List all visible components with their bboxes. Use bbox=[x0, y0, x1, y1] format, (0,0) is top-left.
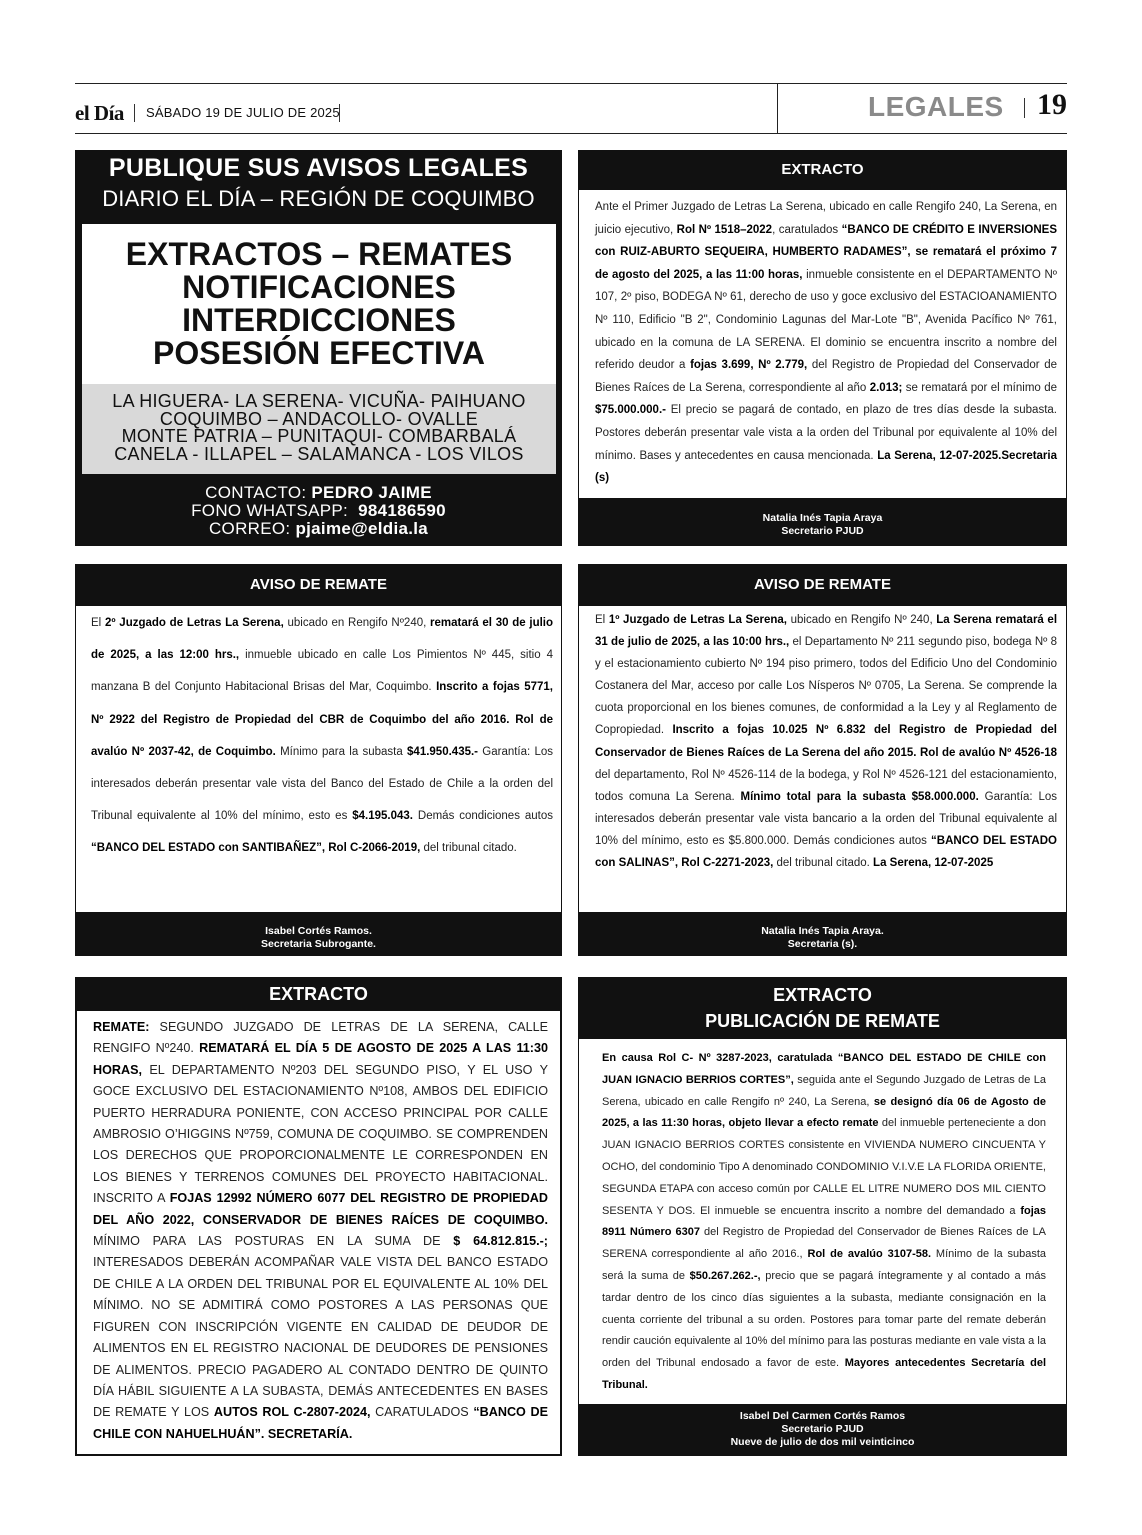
notice-text-bold: rematará el 30 de julio de 2025, a las 12:00 hrs., bbox=[91, 617, 554, 662]
service-item: POSESIÓN EFECTIVA bbox=[153, 335, 485, 371]
notice-text: del tribunal citado. bbox=[773, 857, 874, 870]
notice-text: seguida ante el Segundo Juzgado de Letras de La Serena, ubicado en calle Rengifo nº 240, La Serena, bbox=[602, 1073, 1047, 1108]
notice-body bbox=[91, 607, 553, 865]
notice-text: , caratulados bbox=[772, 223, 842, 236]
header-separator bbox=[134, 104, 135, 122]
header-divider bbox=[777, 83, 778, 133]
notice-text-bold: Mayores antecedentes Secretaría del Tribunal. bbox=[602, 1357, 1046, 1391]
notice-text: INTERESADOS DEBERÁN ACOMPAÑAR VALE VISTA DEL BANCO ESTADO DE CHILE A LA ORDEN DEL TRIBUNAL POR EL EQUIVALENTE AL 10% DEL MÍNIMO. NO SE ADMITIRÁ COMO POSTORES A LAS PERSONAS QUE FIGUREN CON INSCRIPCIÓN VIGENTE EN CALIDAD DE DEUDOR DE ALIMENTOS EN EL REGISTRO NACIONAL DE DEUDORES DE PENSIONES DE ALIMENTOS. PRECIO PAGADERO AL CONTADO DENTRO DE QUINTO DÍA HÁBIL SIGUIENTE A LA SUBASTA, DEMÁS ANTECEDENTES EN BASES DE REMATE Y LOS bbox=[93, 1255, 548, 1420]
city-line: MONTE PATRIA – PUNITAQUI- COMBARBALÁ bbox=[121, 426, 517, 446]
notice-title: EXTRACTO bbox=[75, 977, 562, 1011]
notice-text: Garantía: Los interesados deberán presentar vale vista bancario a la orden del Tribunal equivalente al 10% del mínimo, esto es $5.800.000. Demás condiciones autos bbox=[595, 790, 1057, 847]
promo-cities bbox=[82, 384, 556, 474]
section-title: LEGALES bbox=[868, 91, 1004, 122]
notice-title: EXTRACTO bbox=[578, 150, 1067, 190]
notice-title-line: EXTRACTO bbox=[773, 985, 872, 1005]
notice-text: se rematará por el mínimo de bbox=[902, 381, 1057, 394]
notice-text: Garantía: Los interesados deberán presentar vale vista del Banco del Estado de Chile a la orden del Tribunal equivalente al 10% del mínimo, esto es bbox=[91, 745, 554, 823]
phone-line bbox=[75, 501, 562, 521]
notice-text-bold: $50.267.262.-, bbox=[689, 1269, 761, 1282]
notice-text-bold: La Serena, 12-07-2025.Secretaria (s) bbox=[595, 449, 1058, 485]
notice-text-bold: Mínimo total para la subasta $58.000.000. bbox=[740, 790, 979, 803]
notice-text: Ante el Primer Juzgado de Letras La Serena, ubicado en calle Rengifo 240, La Serena, en juicio ejecutivo, bbox=[595, 201, 1057, 236]
notice-text-bold: 2º Juzgado de Letras La Serena, bbox=[104, 617, 284, 629]
notice-text-bold: se designó día 06 de Agosto de 2025, a las 11:30 horas, objeto llevar a efecto remate bbox=[602, 1095, 1046, 1130]
city-line: COQUIMBO – ANDACOLLO- OVALLE bbox=[159, 408, 479, 429]
notice-text-bold: En causa Rol C- Nº 3287-2023, caratulada “BANCO DEL ESTADO DE CHILE con JUAN IGNACIO BERRIOS CORTES”, bbox=[602, 1052, 1046, 1086]
notice-text: SEGUNDO JUZGADO DE LETRAS DE LA SERENA, CALLE RENGIFO Nº240. bbox=[93, 1020, 548, 1056]
notice-text: del inmueble perteneciente a don JUAN IGNACIO BERRIOS CORTES consistente en VIVIENDA NUMERO CINCUENTA Y OCHO, del condominio Tipo A denominado CONDOMINIO V.I.V.E LA FLORIDA ORIENTE, SEGUNDA ETAPA con acceso común por CALLE EL LITRE NUMERO DOS MIL CIENTO SESENTA Y DOS. El inmueble se encuentra inscrito a nombre del demandado a bbox=[602, 1117, 1046, 1217]
header-bottom-rule bbox=[75, 133, 1067, 134]
notice-text: EL DEPARTAMENTO Nº203 DEL SEGUNDO PISO, Y EL USO Y GOCE EXCLUSIVO DEL ESTACIONAMIENTO Nº108, AMBOS DEL EDIFICIO PUERTO HERRADURA PONIENTE, CON ACCESO PRINCIPAL POR CALLE AMBROSIO O’HIGGINS Nº759, COMUNA DE COQUIMBO. SE COMPRENDEN LOS DERECHOS QUE PROPORCIONALMENTE LE CORRESPONDEN EN LOS BIENES Y TERRENOS COMUNES DEL PROYECTO HABITACIONAL. INSCRITO A bbox=[93, 1062, 548, 1206]
service-item: NOTIFICACIONES bbox=[182, 269, 456, 305]
header-separator bbox=[339, 104, 340, 122]
promo-subtitle: DIARIO EL DÍA – REGIÓN DE COQUIMBO bbox=[102, 186, 535, 211]
contact-line bbox=[75, 483, 562, 503]
notice-text-bold: “BANCO DE CHILE CON NAHUELHUÁN”. SECRETARÍA. bbox=[93, 1405, 549, 1441]
phone-number[interactable]: 984186590 bbox=[358, 501, 446, 520]
email-line bbox=[75, 519, 562, 539]
page-number: 19 bbox=[1037, 88, 1067, 121]
service-item: INTERDICCIONES bbox=[182, 302, 456, 338]
notice-text: Demás condiciones autos bbox=[413, 810, 553, 823]
notice-text-bold: $ 64.812.815.-; bbox=[453, 1234, 549, 1249]
contact-label: CONTACTO: bbox=[205, 483, 307, 502]
notice-text: del Registro de Propiedad del Conservador de Bienes Raíces de La Serena, correspondiente al año bbox=[595, 359, 1057, 394]
notice-text-bold: La Serena, 12-07-2025 bbox=[873, 857, 994, 870]
signatory-name: Isabel Del Carmen Cortés Ramos bbox=[739, 1410, 906, 1422]
notice-text: El precio se pagará de contado, en plazo de tres días desde la subasta. Postores deberán presentar vale vista a la orden del Tribunal por equivalente al 10% del mínimo. Bases y antecedentes en causa mencionada. bbox=[595, 404, 1057, 462]
notice-text-bold: 2.013; bbox=[869, 381, 903, 394]
signatory-title: Secretaria Subrogante. bbox=[261, 938, 376, 950]
notice-text-bold: fojas 3.699, Nº 2.779, bbox=[690, 359, 808, 372]
city-line: CANELA - ILLAPEL – SALAMANCA - LOS VILOS bbox=[114, 443, 524, 464]
notice-text-bold: AUTOS ROL C-2807-2024, bbox=[213, 1405, 371, 1420]
header-top-rule bbox=[75, 83, 1067, 84]
notice-text-bold: REMATARÁ EL DÍA 5 DE AGOSTO DE 2025 A LAS 11:30 HORAS, bbox=[93, 1041, 549, 1077]
signature-date: Nueve de julio de dos mil veinticinco bbox=[730, 1436, 915, 1448]
notice-title: AVISO DE REMATE bbox=[578, 564, 1067, 606]
notice-signature-bar bbox=[578, 1404, 1067, 1456]
service-item: EXTRACTOS – REMATES bbox=[125, 236, 513, 272]
notice-text: Mínimo para la subasta bbox=[275, 745, 408, 758]
promo-title: PUBLIQUE SUS AVISOS LEGALES bbox=[108, 154, 529, 182]
notice-text-bold: fojas 8911 Número 6307 bbox=[602, 1204, 1046, 1239]
notice-text: inmueble consistente en el DEPARTAMENTO Nº 107, 2º piso, BODEGA Nº 61, derecho de uso y goce exclusivo del ESTACIOANAMIENTO Nº 110, Edificio "B 2", Condominio Lagunas del Mar-Lote "B", Avenida Pacífico Nº 761, ubicado en la comuna de LA SERENA. El dominio se encuentra inscrito a nombre del referido deudor a bbox=[595, 268, 1058, 372]
notice-text-bold: Rol de avalúo 3107-58. bbox=[807, 1248, 932, 1261]
notice-signature-bar bbox=[75, 912, 562, 956]
header-separator bbox=[1024, 98, 1025, 118]
notice-title-line: PUBLICACIÓN DE REMATE bbox=[705, 1011, 940, 1031]
notice-text: CARATULADOS bbox=[370, 1405, 474, 1420]
notice-text: el Departamento Nº 211 segundo piso, bodega Nº 8 y el estacionamiento cubierto Nº 194 piso primero, todos del Edificio Uno del Condominio Costanera del Mar, acceso por calle Los Nísperos Nº 0705, La Serena. Se comprende la cuota proporcional en los bienes comunes, de conformidad a la Ley y al Reglamento de Copropiedad. bbox=[595, 636, 1057, 737]
phone-label: FONO WHATSAPP: bbox=[191, 501, 349, 520]
email-address[interactable]: pjaime@eldia.la bbox=[295, 519, 429, 538]
signatory-name: Natalia Inés Tapia Araya. bbox=[761, 925, 884, 937]
notice-text: precio que se pagará íntegramente y al contado a más tardar dentro de los cinco días siguientes a la subasta, mediante consignación en la cuenta corriente del tribunal a su orden. Postores para tomar parte del remate deberán rendir caución equivalente al 10% del mínimo para las posturas mediante en vale vista a la orden del Tribunal endosado a favor de este. bbox=[602, 1269, 1046, 1370]
signatory-title: Secretaria (s). bbox=[787, 938, 858, 950]
notice-title: AVISO DE REMATE bbox=[75, 564, 562, 606]
notice-text-bold: 1º Juzgado de Letras La Serena, bbox=[608, 614, 788, 626]
notice-text: El bbox=[91, 617, 105, 629]
notice-body bbox=[602, 1048, 1046, 1397]
notice-text: ubicado en Rengifo Nº240, bbox=[283, 617, 431, 629]
notice-text-bold: La Serena rematará el 31 de julio de 2025, a las 10:00 hrs., bbox=[595, 614, 1058, 649]
issue-date: SÁBADO 19 DE JULIO DE 2025 bbox=[146, 105, 340, 120]
notice-text: El bbox=[595, 614, 609, 626]
notice-text-bold: “BANCO DEL ESTADO con SANTIBAÑEZ”, Rol C-2066-2019, bbox=[91, 842, 421, 855]
notice-body bbox=[93, 1017, 548, 1445]
promo-services bbox=[82, 224, 556, 384]
notice-text-bold: $4.195.043. bbox=[352, 810, 413, 823]
notice-signature-bar bbox=[578, 498, 1067, 546]
notice-body bbox=[595, 609, 1057, 874]
notice-signature-bar bbox=[578, 912, 1067, 956]
notice-text: del tribunal citado. bbox=[420, 842, 517, 855]
notice-text-bold: Inscrito a fojas 5771, Nº 2922 del Registro de Propiedad del CBR de Coquimbo del año 2016. Rol de avalúo Nº 2037-42, de Coquimbo. bbox=[91, 681, 553, 758]
notice-text: MÍNIMO PARA LAS POSTURAS EN LA SUMA DE bbox=[93, 1234, 454, 1249]
notice-text-bold: “BANCO DEL ESTADO con SALINAS”, Rol C-2271-2023, bbox=[595, 834, 1057, 870]
notice-text-bold: Rol Nº 1518–2022 bbox=[676, 223, 773, 236]
notice-text: inmueble ubicado en calle Los Pimientos Nº 445, sitio 4 manzana B del Conjunto Habitacional Brisas del Mar, Coquimbo. bbox=[91, 649, 553, 694]
notice-text-bold: $41.950.435.- bbox=[407, 745, 479, 758]
signatory-title: Secretario PJUD bbox=[781, 1423, 864, 1435]
newspaper-logo[interactable]: el Día bbox=[75, 101, 124, 125]
notice-text: ubicado en Rengifo Nº 240, bbox=[787, 614, 937, 626]
notice-text-bold: “BANCO DE CRÉDITO E INVERSIONES con RUIZ-ABURTO SEQUEIRA, HUMBERTO RADAMES”, se rematará el próximo 7 de agosto del 2025, a las 11:00 horas, bbox=[595, 223, 1057, 281]
notice-text-bold: FOJAS 12992 NÚMERO 6077 DEL REGISTRO DE PROPIEDAD DEL AÑO 2022, CONSERVADOR DE BIENES RAÍCES DE COQUIMBO. bbox=[93, 1191, 548, 1227]
notice-text: del Registro de Propiedad del Conservador de Bienes Raíces de LA SERENA correspondiente al año 2016., bbox=[602, 1226, 1046, 1261]
contact-name: PEDRO JAIME bbox=[311, 483, 432, 502]
email-label: CORREO: bbox=[208, 519, 291, 538]
notice-title bbox=[578, 977, 1067, 1039]
notice-body bbox=[595, 196, 1057, 490]
notice-text: Mínimo de la subasta será la suma de bbox=[602, 1248, 1047, 1282]
notice-text-bold: Inscrito a fojas 10.025 Nº 6.832 del Registro de Propiedad del Conservador de Bienes Raíces de La Serena del año 2015. Rol de avalúo Nº 4526-18 bbox=[595, 724, 1057, 759]
notice-text-bold: $75.000.000.- bbox=[595, 404, 666, 417]
signatory-name: Isabel Cortés Ramos. bbox=[265, 925, 372, 937]
signatory-title: Secretario PJUD bbox=[781, 525, 864, 537]
notice-text: del departamento, Rol Nº 4526-114 de la bodega, y Rol Nº 4526-121 del estacionamiento, todos comuna La Serena. bbox=[595, 768, 1057, 803]
city-line: LA HIGUERA- LA SERENA- VICUÑA- PAIHUANO bbox=[112, 391, 526, 411]
signatory-name: Natalia Inés Tapia Araya bbox=[762, 512, 883, 524]
notice-text-bold: REMATE: bbox=[93, 1020, 150, 1034]
